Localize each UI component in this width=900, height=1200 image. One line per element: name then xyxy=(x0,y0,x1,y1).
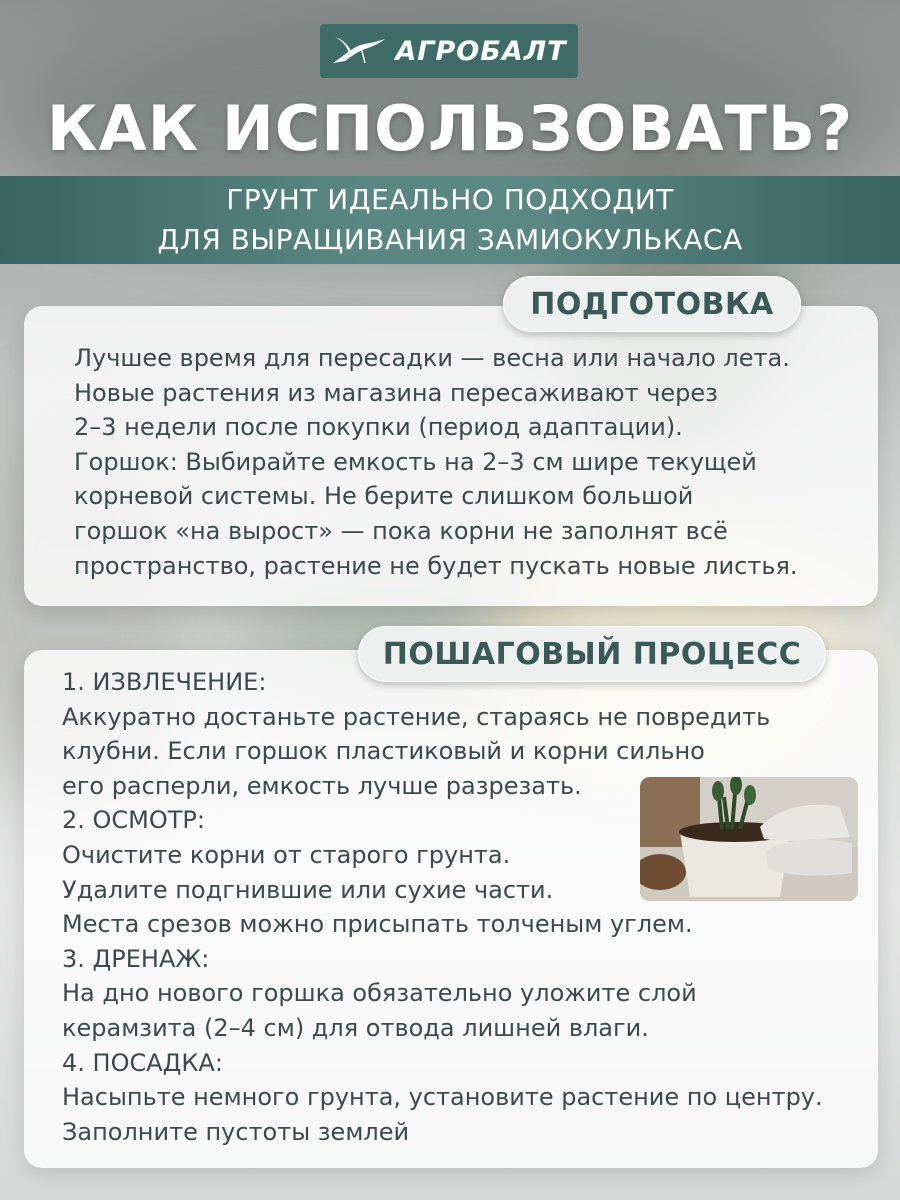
preparation-text xyxy=(74,341,874,583)
process-line: его расперли, емкость лучше разрезать. xyxy=(62,771,582,800)
preparation-line: Лучшее время для пересадки — весна или начало лета. xyxy=(74,344,790,372)
process-line: клубни. Если горшок пластиковый и корни сильно xyxy=(62,737,705,766)
process-line: Места срезов можно присыпать толченым углем. xyxy=(62,910,693,939)
page-title: КАК ИСПОЛЬЗОВАТЬ? xyxy=(46,92,854,165)
process-line: Аккуратно достаньте растение, стараясь не повредить xyxy=(62,702,771,731)
preparation-line: горшок «на вырост» — пока корни не заполнят всё xyxy=(74,516,728,545)
preparation-heading: ПОДГОТОВКА xyxy=(503,276,801,332)
repotting-photo xyxy=(640,777,858,901)
banner-line-1: ГРУНТ ИДЕАЛЬНО ПОДХОДИТ xyxy=(226,183,674,216)
process-line: Насыпьте немного грунта, установите растение по центру. xyxy=(62,1083,823,1112)
preparation-line: Горшок: Выбирайте емкость на 2–3 см шире текущей xyxy=(74,447,757,476)
preparation-line: корневой системы. Не берите слишком большой xyxy=(74,482,694,511)
subtitle-banner xyxy=(0,176,900,264)
process-step-title: 2. ОСМОТР: xyxy=(62,806,205,835)
brand-logo xyxy=(320,24,578,78)
preparation-line: 2–3 недели после покупки (период адаптации). xyxy=(74,413,683,442)
process-line: Заполните пустоты землей xyxy=(62,1117,410,1146)
process-line: Очистите корни от старого грунта. xyxy=(62,840,511,869)
process-step-title: 3. ДРЕНАЖ: xyxy=(62,944,210,973)
process-step-title: 1. ИЗВЛЕЧЕНИЕ: xyxy=(62,668,267,696)
plant-pot-illustration xyxy=(640,777,858,901)
preparation-line: Новые растения из магазина пересаживают через xyxy=(74,378,718,407)
banner-line-2: ДЛЯ ВЫРАЩИВАНИЯ ЗАМИОКУЛЬКАСА xyxy=(157,223,743,256)
process-line: керамзита (2–4 см) для отвода лишней влаги. xyxy=(62,1013,649,1042)
process-heading: ПОШАГОВЫЙ ПРОЦЕСС xyxy=(358,626,826,682)
preparation-line: пространство, растение не будет пускать новые листья. xyxy=(74,551,798,580)
process-text xyxy=(62,665,862,1149)
process-step-title: 4. ПОСАДКА: xyxy=(62,1048,223,1077)
process-line: Удалите подгнившие или сухие части. xyxy=(62,875,554,904)
stork-icon xyxy=(331,33,387,69)
process-line: На дно нового горшка обязательно уложите слой xyxy=(62,979,697,1008)
brand-name: АГРОБАЛТ xyxy=(395,35,567,67)
